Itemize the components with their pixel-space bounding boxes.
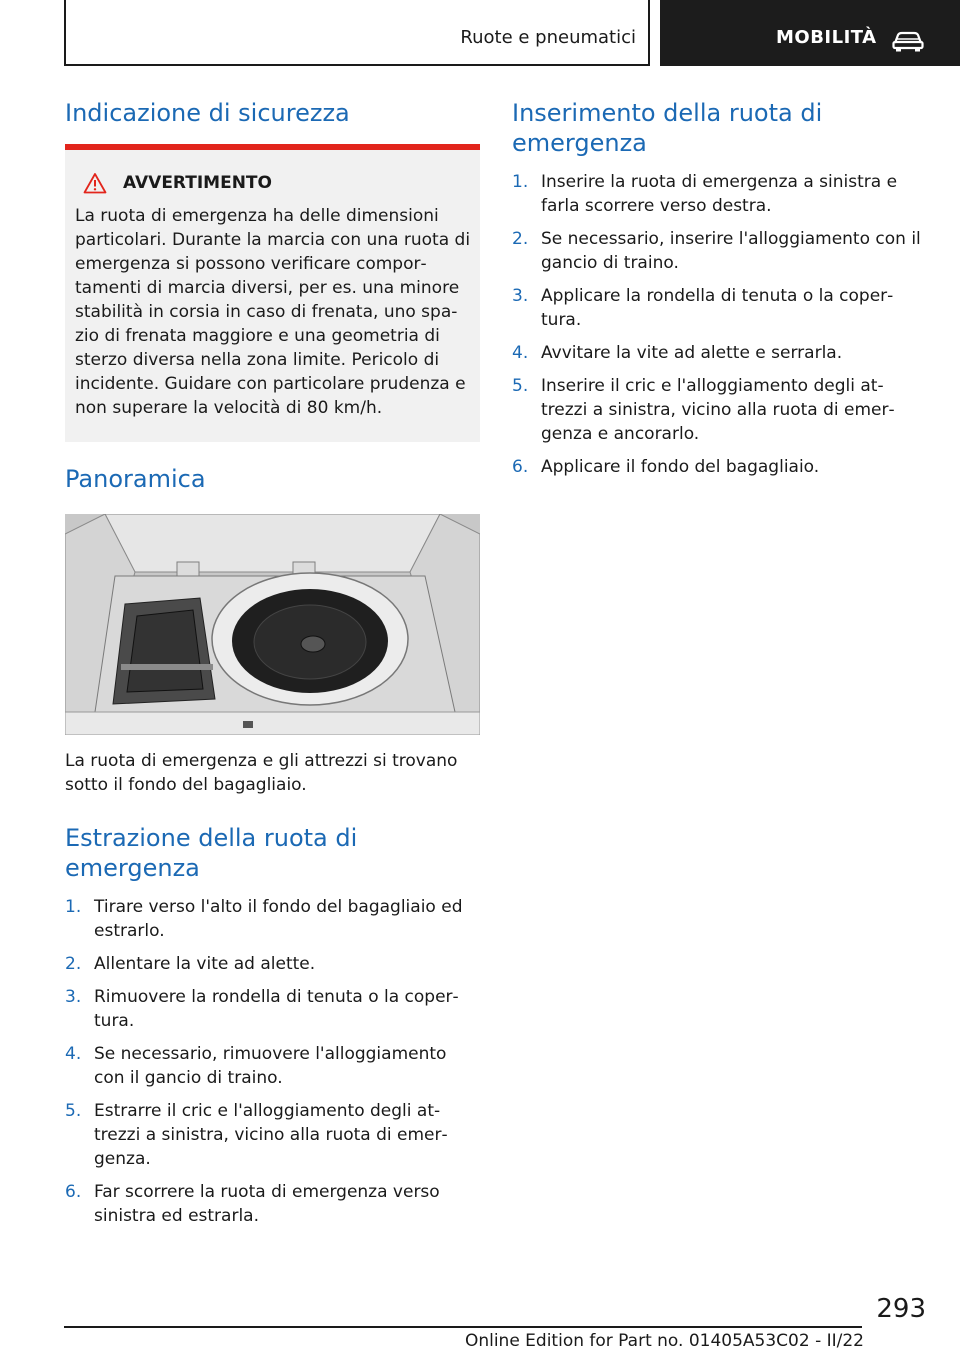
warning-label: AVVERTIMENTO	[123, 173, 272, 193]
step-text: Inserire il cric e l'alloggiamento degli attrezzi a sinistra, vicino alla ruota di emergenza e ancorarlo.	[541, 376, 895, 444]
step-number: 2.	[65, 954, 82, 974]
warning-box	[65, 144, 480, 442]
trunk-spare-wheel-image	[65, 514, 480, 735]
list-item	[65, 1042, 480, 1090]
step-number: 6.	[512, 457, 529, 477]
step-text: Avvitare la vite ad alette e serrarla.	[541, 343, 843, 363]
header-chapter-title: MOBILITÀ	[776, 27, 877, 48]
insertion-steps-list	[512, 170, 922, 479]
warning-triangle-icon	[83, 172, 107, 194]
header-section-box	[64, 0, 650, 66]
list-item	[65, 895, 480, 943]
step-number: 4.	[512, 343, 529, 363]
page-number: 293	[876, 1294, 926, 1324]
footer-divider	[64, 1326, 862, 1328]
step-text: Inserire la ruota di emergenza a sinistra e farla scorrere verso destra.	[541, 172, 898, 216]
warning-header	[83, 172, 472, 194]
step-text: Tirare verso l'alto il fondo del bagagliaio ed estrarlo.	[94, 897, 463, 941]
step-text: Allentare la vite ad alette.	[94, 954, 316, 974]
step-number: 3.	[65, 987, 82, 1007]
extraction-steps-list	[65, 895, 480, 1228]
list-item	[65, 1099, 480, 1171]
step-number: 5.	[65, 1101, 82, 1121]
step-text: Applicare la rondella di tenuta o la copertura.	[541, 286, 894, 330]
car-icon	[892, 30, 924, 52]
header-chapter-tab	[660, 0, 960, 66]
step-number: 6.	[65, 1182, 82, 1202]
step-text: Se necessario, rimuovere l'alloggiamento con il gancio di traino.	[94, 1044, 447, 1088]
footer-edition: Online Edition for Part no. 01405A53C02 - II/22	[464, 1331, 864, 1351]
step-text: Rimuovere la rondella di tenuta o la copertura.	[94, 987, 459, 1031]
warning-text: La ruota di emergenza ha delle dimensioni particolari. Durante la marcia con una ruota di emergenza si possono verificare comportamenti di marcia diversi, per es. una minore stabilità in corsia in caso di frenata, uno spazio di frenata maggiore e una geometria di sterzo diversa nella zona limite. Pericolo di incidente. Guidare con particolare prudenza e non superare la velocità di 80 km/h.	[75, 206, 471, 418]
step-text: Estrarre il cric e l'alloggiamento degli attrezzi a sinistra, vicino alla ruota di emergenza.	[94, 1101, 448, 1169]
right-column	[512, 98, 922, 488]
header-section-title: Ruote e pneumatici	[460, 27, 636, 48]
step-number: 1.	[512, 172, 529, 192]
step-number: 3.	[512, 286, 529, 306]
step-text: Applicare il fondo del bagagliaio.	[541, 457, 820, 477]
list-item	[512, 284, 922, 332]
list-item	[65, 985, 480, 1033]
list-item	[512, 374, 922, 446]
step-text: Far scorrere la ruota di emergenza verso sinistra ed estrarla.	[94, 1182, 440, 1226]
overview-heading: Panoramica	[65, 465, 206, 493]
trunk-illustration	[65, 514, 480, 735]
safety-heading: Indicazione di sicurezza	[65, 99, 350, 127]
list-item	[512, 227, 922, 275]
list-item	[65, 952, 480, 976]
image-caption: La ruota di emergenza e gli attrezzi si trovano sotto il fondo del bagagliaio.	[65, 751, 458, 795]
list-item	[512, 170, 922, 218]
list-item	[512, 455, 922, 479]
insertion-heading: Inserimento della ruota di emergenza	[512, 99, 823, 157]
left-column	[65, 98, 480, 1237]
extraction-heading: Estrazione della ruota di emergenza	[65, 824, 358, 882]
list-item	[65, 1180, 480, 1228]
step-number: 4.	[65, 1044, 82, 1064]
step-number: 1.	[65, 897, 82, 917]
step-number: 5.	[512, 376, 529, 396]
list-item	[512, 341, 922, 365]
step-text: Se necessario, inserire l'alloggiamento con il gancio di traino.	[541, 229, 921, 273]
step-number: 2.	[512, 229, 529, 249]
